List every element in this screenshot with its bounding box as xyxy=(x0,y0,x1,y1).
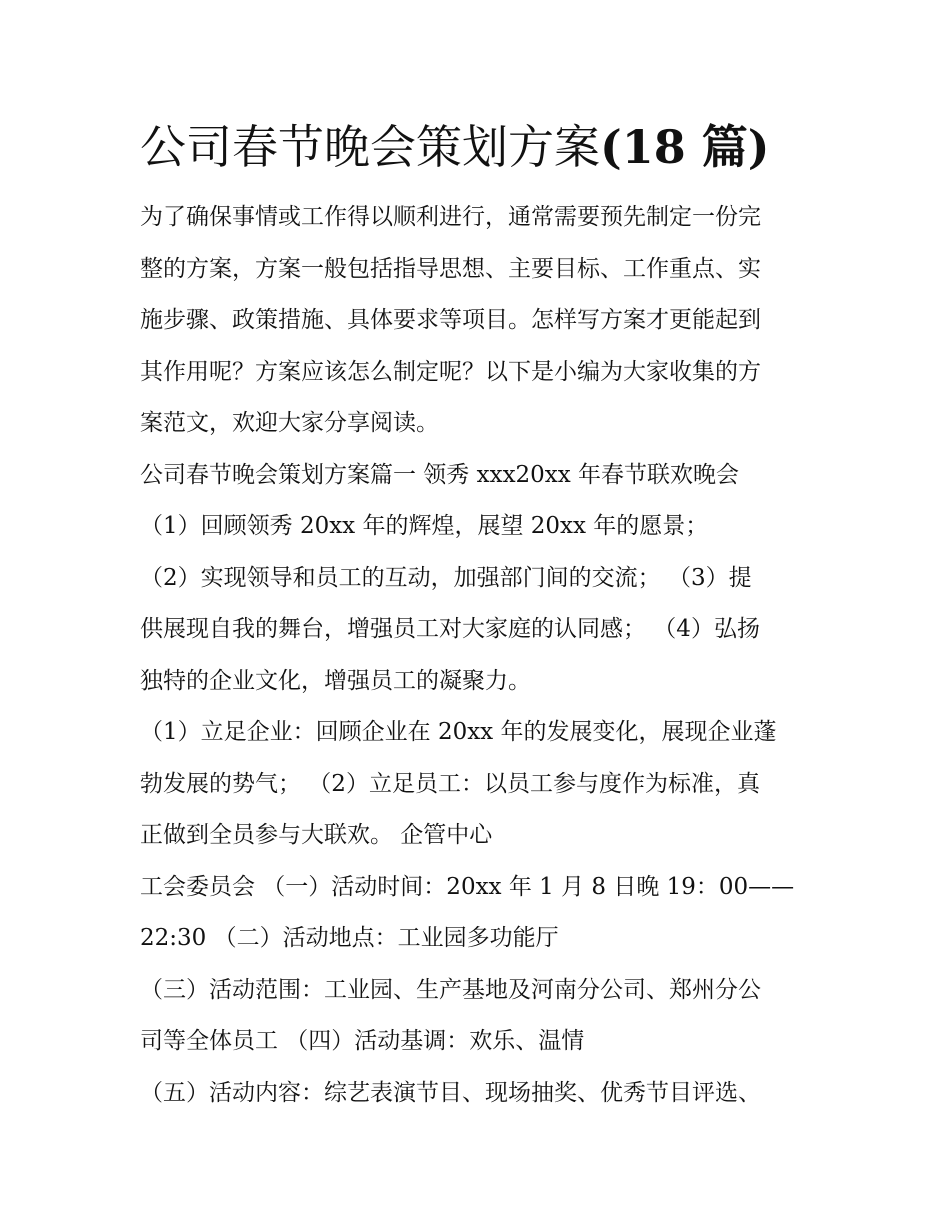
text-line: 公司春节晚会策划方案篇一 领秀 xxx20xx 年春节联欢晚会 xyxy=(140,461,740,488)
text-line: 其作用呢？方案应该怎么制定呢？以下是小编为大家收集的方 xyxy=(140,358,761,385)
text-line: 为了确保事情或工作得以顺利进行，通常需要预先制定一份完 xyxy=(140,204,761,230)
text-line: （2）实现领导和员工的互动，加强部门间的交流； （3）提 xyxy=(140,564,752,591)
title-suffix: (18 篇) xyxy=(600,120,770,174)
text-line: （三）活动范围：工业园、生产基地及河南分公司、郑州分公 xyxy=(140,976,761,1003)
document-body xyxy=(140,192,820,1119)
text-line: 案范文，欢迎大家分享阅读。 xyxy=(140,410,439,436)
text-line: 独特的企业文化，增强员工的凝聚力。 xyxy=(140,667,531,694)
title-main: 公司春节晚会策划方案 xyxy=(140,120,600,174)
text-line: （1）回顾领秀 20xx 年的辉煌，展望 20xx 年的愿景； xyxy=(140,513,709,539)
text-line: 正做到全员参与大联欢。 企管中心 xyxy=(140,822,493,848)
text-line: 整的方案，方案一般包括指导思想、主要目标、工作重点、实 xyxy=(140,255,761,282)
text-line: 司等全体员工 （四）活动基调：欢乐、温情 xyxy=(140,1028,585,1054)
text-line: 22:30 （二）活动地点：工业园多功能厅 xyxy=(140,925,559,951)
text-line: 供展现自我的舞台，增强员工对大家庭的认同感； （4）弘扬 xyxy=(140,616,760,642)
text-line: 勃发展的势气； （2）立足员工：以员工参与度作为标准，真 xyxy=(140,770,760,797)
text-line: 施步骤、政策措施、具体要求等项目。怎样写方案才更能起到 xyxy=(140,307,761,333)
text-line: （五）活动内容：综艺表演节目、现场抽奖、优秀节目评选、 xyxy=(140,1079,761,1106)
document-title xyxy=(140,112,830,192)
text-line: （1）立足企业：回顾企业在 20xx 年的发展变化，展现企业蓬 xyxy=(140,719,777,745)
text-line: 工会委员会 （一）活动时间：20xx 年 1 月 8 日晚 19：00—— xyxy=(140,873,795,900)
